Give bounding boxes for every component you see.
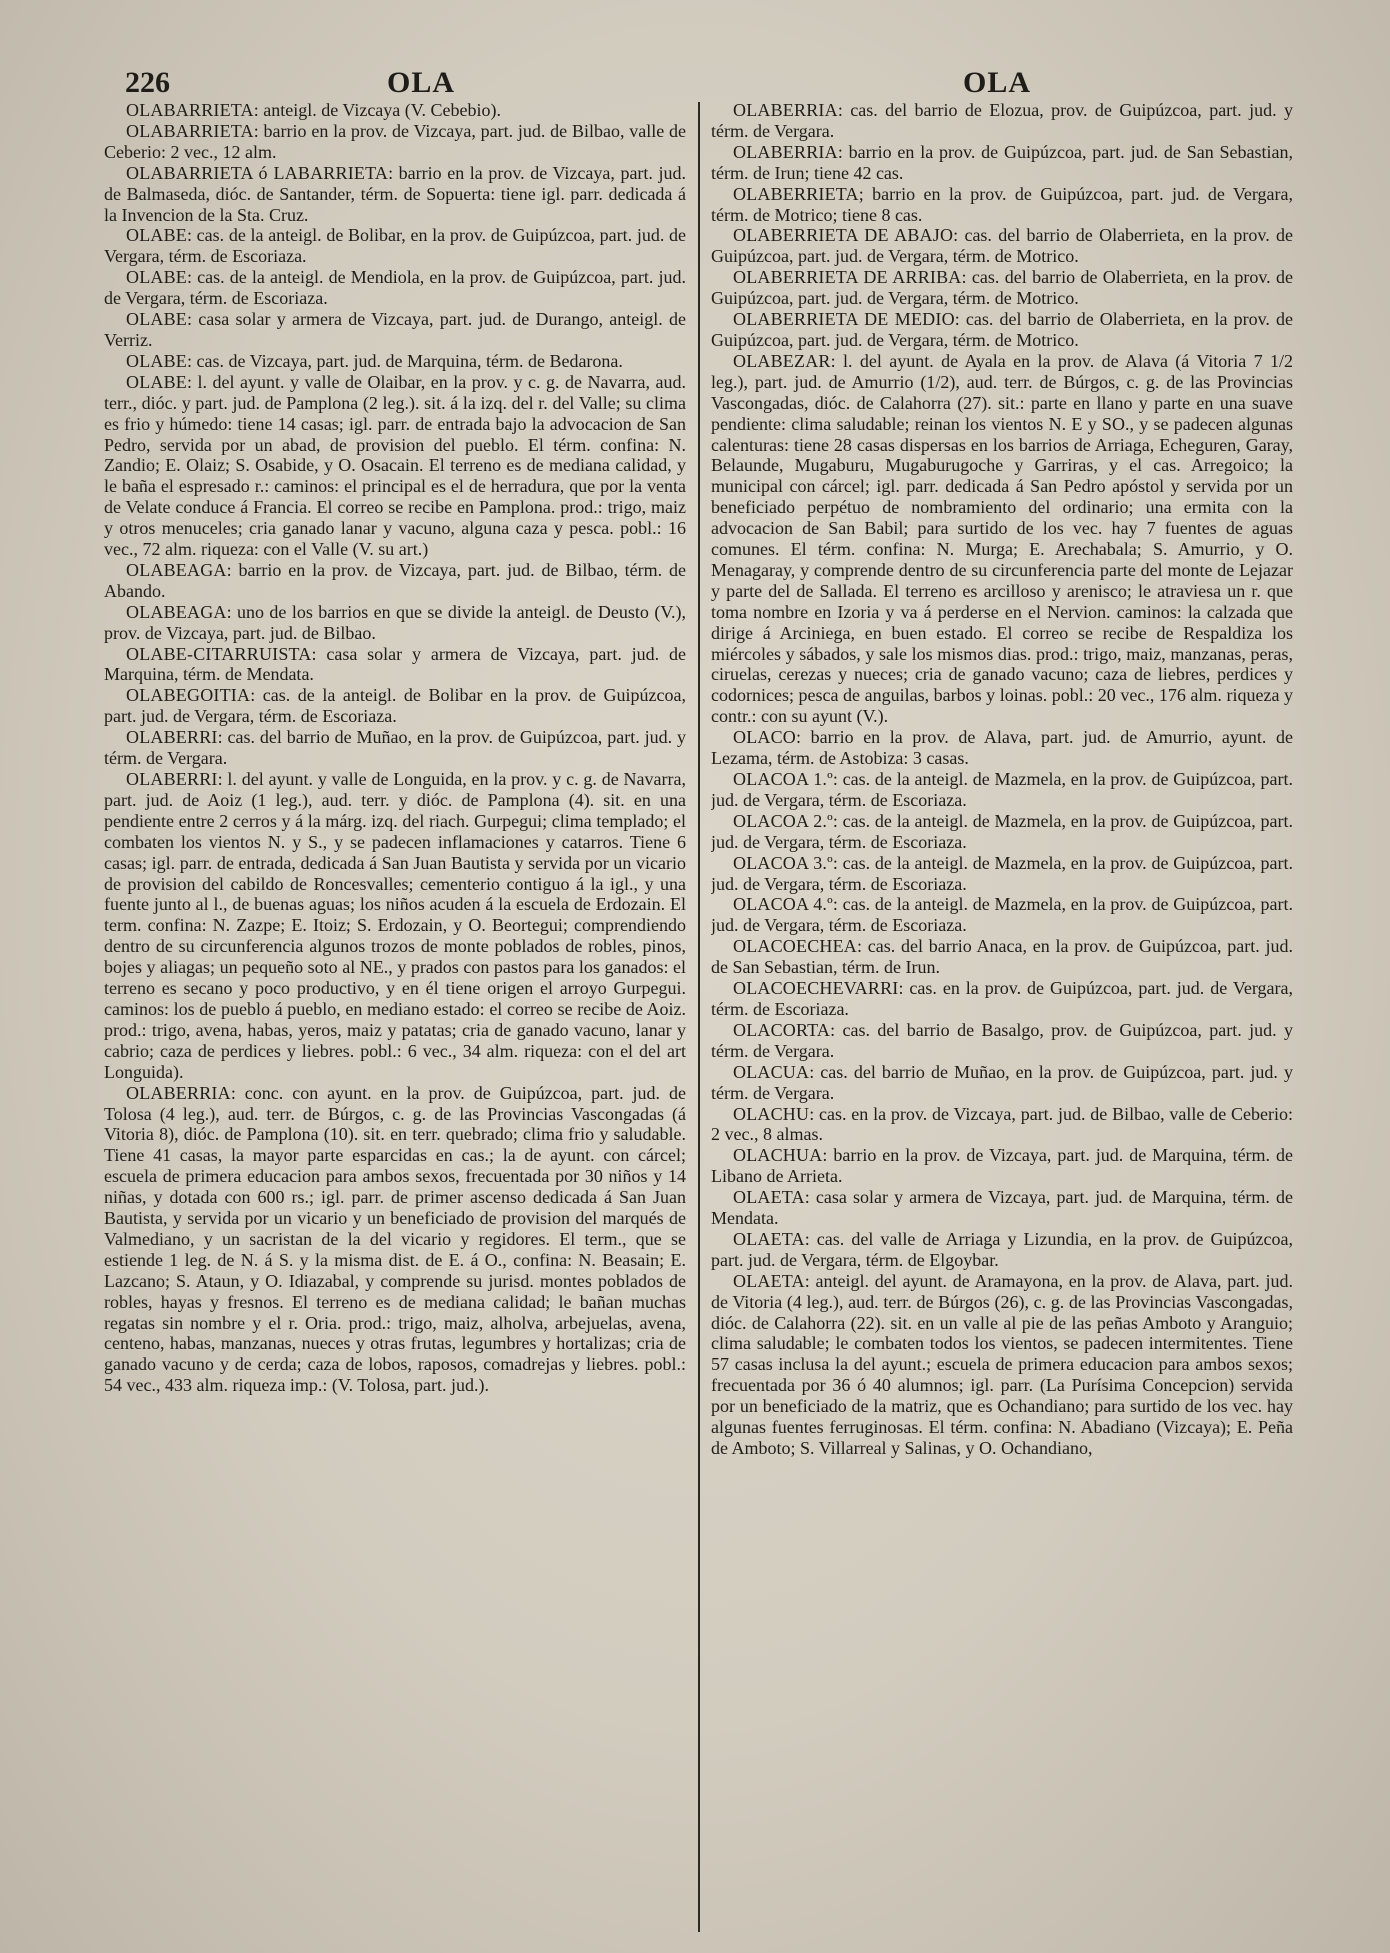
- entry-headword: OLABARRIETA: [126, 120, 254, 141]
- entry-text: : cas. del barrio de Olaberrieta, en la prov. de Guipúzcoa, part. jud. de Vergara, térm. de Motrico.: [711, 225, 1293, 267]
- dictionary-entry: [104, 267, 686, 309]
- dictionary-entry: [104, 225, 686, 267]
- entry-headword: OLACO: [733, 727, 796, 748]
- entry-headword: OLABEZAR: [733, 350, 831, 371]
- entry-headword: OLACOA 4.º: [733, 894, 833, 915]
- entry-text: : l. del ayunt. de Ayala en la prov. de Alava (á Vitoria 7 1/2 leg.), part. jud. de Amurrio (1/2), aud. terr. de Búrgos, c. g. de las Provincias Vascongadas, dióc. de Calahorra (27). sit.: parte en llano y parte en una suave pendiente: clima saludable; reinan los vientos N. E y SO., y se padecen algunas calenturas: tiene 28 casas dispersas en los barrios de Arriaga, Echeguren, Garay, Belaunde, Mugaburu, Mugaburugoche y Garriras, y el cas. Arregoico; la municipal con cárcel; igl. parr. dedicada á San Pedro apóstol y servida por un beneficiado perpétuo de nombramiento del ordinario; una ermita con la advocacion de San Babil; para surtido de los vec. hay 7 fuentes de aguas comunes. El térm. confina: N. Murga; E. Arechabala; S. Amurrio, y O. Menagaray, y comprende dentro de su circunferencia parte del monte de Lejazar y parte del de Sallada. El terreno es arcilloso y arenisco; le atraviesa un r. que toma nombre en Izoria y va á perderse en el Nervion. caminos: la calzada que dirige á Arciniega, en buen estado. El correo se recibe de Respaldiza los miércoles y sábados, y sale los mismos dias. prod.: trigo, maiz, manzanas, peras, ciruelas, cerezas y nueces; cria de ganado vacuno; caza de liebres, perdices y codornices; pesca de anguilas, barbos y loinas. pobl.: 20 vec., 176 alm. riqueza y contr.: con su ayunt (V.).: [711, 350, 1293, 727]
- entry-headword: OLABE: [126, 225, 187, 246]
- entry-text: : anteigl. del ayunt. de Aramayona, en la prov. de Alava, part. jud. de Vitoria (4 leg.), aud. terr. de Búrgos (26), c. g. de las Provincias Vascongadas, dióc. de Calahorra (22). sit. en un valle al pie de las peñas Amboto y Aranguio; clima saludable; le combaten todos los vientos, se padecen intermitentes. Tiene 57 casas inclusa la del ayunt.; escuela de primera educacion para ambos sexos; frecuentada por 36 ó 40 alumnos; igl. parr. (La Purísima Concepcion) servida por un beneficiado de la matriz, que es Ochandiano; para surtido de los vec. hay algunas fuentes ferruginosas. El térm. confina: N. Abadiano (Vizcaya); E. Peña de Amboto; S. Villarreal y Salinas, y O. Ochandiano,: [711, 1270, 1293, 1458]
- dictionary-entry: [711, 142, 1293, 184]
- entry-headword: OLACHUA: [733, 1145, 823, 1166]
- left-column: [104, 100, 686, 1930]
- entry-text: : cas. del barrio Anaca, en la prov. de Guipúzcoa, part. jud. de San Sebastian, térm. de Irun.: [711, 936, 1293, 978]
- entry-text: : cas. del barrio de Olaberrieta, en la prov. de Guipúzcoa, part. jud. de Vergara, térm. de Motrico.: [711, 267, 1293, 309]
- entry-text: : cas. de Vizcaya, part. jud. de Marquina, térm. de Bedarona.: [187, 350, 623, 371]
- entry-text: : casa solar y armera de Vizcaya, part. jud. de Durango, anteigl. de Verriz.: [104, 309, 686, 350]
- dictionary-entry: [711, 769, 1293, 811]
- entry-headword: OLACOA 3.º: [733, 852, 833, 873]
- entry-text: : cas. del valle de Arriaga y Lizundia, en la prov. de Guipúzcoa, part. jud. de Vergara, térm. de Elgoybar.: [711, 1228, 1293, 1270]
- dictionary-entry: [104, 100, 686, 121]
- entry-text: : cas. del barrio de Elozua, prov. de Guipúzcoa, part. jud. y térm. de Vergara.: [711, 100, 1293, 141]
- entry-text: : cas. en la prov. de Guipúzcoa, part. jud. de Vergara, térm. de Escoriaza.: [711, 978, 1293, 1019]
- entry-text: : cas. de la anteigl. de Mendiola, en la prov. de Guipúzcoa, part. jud. de Vergara, térm. de Escoriaza.: [104, 267, 686, 309]
- dictionary-entry: [711, 351, 1293, 727]
- dictionary-entry: [711, 1229, 1293, 1271]
- dictionary-entry: [104, 351, 686, 372]
- entry-headword: OLABERRIA: [733, 100, 838, 120]
- left-running-title: OLA: [387, 66, 456, 99]
- entry-headword: OLABERRIETA DE ABAJO: [733, 225, 954, 246]
- dictionary-entry: [711, 936, 1293, 978]
- entry-text: : barrio en la prov. de Vizcaya, part. jud. de Marquina, térm. de Libano de Arrieta.: [711, 1145, 1293, 1187]
- entry-text: : barrio en la prov. de Vizcaya, part. jud. de Bilbao, valle de Ceberio: 2 vec., 12 alm.: [104, 120, 686, 162]
- dictionary-entry: [711, 1145, 1293, 1187]
- entry-headword: OLACOA 1.º: [733, 769, 833, 789]
- dictionary-entry: [711, 1187, 1293, 1229]
- dictionary-entry: [711, 309, 1293, 351]
- entry-headword: OLABE: [126, 350, 187, 371]
- entry-headword: OLAETA: [733, 1187, 805, 1208]
- entry-text: ; barrio en la prov. de Guipúzcoa, part. jud. de Vergara, térm. de Motrico; tiene 8 cas.: [711, 183, 1293, 225]
- dictionary-entry: [104, 163, 686, 226]
- dictionary-entry: [711, 978, 1293, 1020]
- dictionary-entry: [711, 1062, 1293, 1104]
- dictionary-entry: [711, 100, 1293, 142]
- entry-headword: OLABERRI: [126, 769, 218, 789]
- dictionary-entry: [104, 727, 686, 769]
- entry-text: : barrio en la prov. de Alava, part. jud. de Amurrio, ayunt. de Lezama, térm. de Astobiza: 3 casas.: [711, 727, 1293, 769]
- entry-headword: OLABEGOITIA: [126, 685, 251, 706]
- entry-text: : l. del ayunt. y valle de Longuida, en la prov. y c. g. de Navarra, part. jud. de Aoiz (1 leg.), aud. terr. y dióc. de Pamplona (4). sit. en una pendiente entre 2 cerros y á la márg. izq. del riach. Gurpegui; clima templado; el combaten los vientos N. y S., y se padecen inflamaciones y catarros. Tiene 6 casas; igl. parr. de entrada, dedicada á San Juan Bautista y servida por un vicario de provision del cabildo de Roncesvalles; cementerio contiguo á la igl., y una fuente junto al l., de buenas aguas; los niños acuden á la escuela de Erdozain. El term. confina: N. Zazpe; E. Itoiz; S. Erdozain, y O. Beortegui; comprendiendo dentro de su circunferencia algunos trozos de monte poblados de robles, pinos, bojes y aliagas; un pequeño soto al NE., y prados con pastos para los ganados: el terreno es secano y poco productivo, y en él tiene origen el arroyo Gurpegui. caminos: los de pueblo á pueblo, en mediano estado: el correo se recibe de Aoiz. prod.: trigo, avena, habas, yeros, maiz y patatas; cria de ganado vacuno, lanar y cabrio; caza de perdices y liebres. pobl.: 6 vec., 34 alm. riqueza: con el del art Longuida).: [104, 769, 686, 1082]
- entry-text: : cas. de la anteigl. de Bolibar, en la prov. de Guipúzcoa, part. jud. de Vergara, térm. de Escoriaza.: [104, 225, 686, 267]
- entry-headword: OLABERRI: [126, 727, 218, 748]
- entry-headword: OLABARRIETA: [126, 100, 254, 120]
- entry-headword: OLABE: [126, 267, 187, 288]
- dictionary-entry: [104, 372, 686, 560]
- dictionary-entry: [711, 1020, 1293, 1062]
- entry-text: : barrio en la prov. de Vizcaya, part. jud. de Balmaseda, dióc. de Santander, térm. de Sopuerta: tiene igl. parr. dedicada á la Invencion de la Sta. Cruz.: [104, 162, 686, 225]
- dictionary-entry: [711, 727, 1293, 769]
- entry-headword: OLAETA: [733, 1228, 805, 1249]
- page-number: 226: [125, 66, 170, 99]
- entry-headword: OLACOA 2.º: [733, 810, 833, 831]
- entry-text: : conc. con ayunt. en la prov. de Guipúzcoa, part. jud. de Tolosa (4 leg.), aud. terr. de Búrgos, c. g. de las Provincias Vascongadas (á Vitoria 8), dióc. de Pamplona (10). sit. en terr. quebrado; clima frio y saludable. Tiene 41 casas, la mayor parte esparcidas en cas.; la de ayunt. con cárcel; escuela de primera educacion para ambos sexos, frecuentada por 30 niños y 14 niñas, y dotada con 600 rs.; igl. parr. de primer ascenso dedicada á San Juan Bautista, y servida por un vicario y un beneficiado de provision del marqués de Valmediano, y un sacristan de la del vicario y regidores. El term., que se estiende 1 leg. de N. á S. y la misma dist. de E. á O., confina: N. Beasain; E. Lazcano; S. Ataun, y O. Idiazabal, y comprende su jurisd. montes poblados de robles, hayas y fresnos. El terreno es de mediana calidad; le bañan muchas regatas sin nombre y el r. Oria. prod.: trigo, maiz, alholva, arbejuelas, avena, centeno, habas, manzanas, nueces y otras frutas, legumbres y hortalizas; cria de ganado vacuno y de cerda; caza de lobos, raposos, comadrejas y liebres. pobl.: 54 vec., 433 alm. riqueza imp.: (V. Tolosa, part. jud.).: [104, 1082, 686, 1396]
- entry-text: : cas. de la anteigl. de Mazmela, en la prov. de Guipúzcoa, part. jud. de Vergara, térm. de Escoriaza.: [711, 810, 1293, 852]
- entry-text: : cas. de la anteigl. de Mazmela, en la prov. de Guipúzcoa, part. jud. de Vergara, térm. de Escoriaza.: [711, 852, 1293, 894]
- dictionary-entry: [711, 894, 1293, 936]
- dictionary-entry: [104, 309, 686, 351]
- entry-text: : cas. en la prov. de Vizcaya, part. jud. de Bilbao, valle de Ceberio: 2 vec., 8 almas.: [711, 1103, 1293, 1145]
- dictionary-entry: [711, 225, 1293, 267]
- entry-text: : cas. del barrio de Muñao, en la prov. de Guipúzcoa, part. jud. y térm. de Vergara.: [711, 1061, 1293, 1103]
- dictionary-entry: [711, 853, 1293, 895]
- column-divider: [698, 102, 700, 1932]
- entry-text: : cas. del barrio de Basalgo, prov. de Guipúzcoa, part. jud. y térm. de Vergara.: [711, 1019, 1293, 1061]
- entry-text: : barrio en la prov. de Vizcaya, part. jud. de Bilbao, térm. de Abando.: [104, 559, 686, 601]
- entry-text: : casa solar y armera de Vizcaya, part. jud. de Marquina, térm. de Mendata.: [104, 643, 686, 685]
- dictionary-entry: [711, 811, 1293, 853]
- dictionary-entry: [711, 184, 1293, 226]
- dictionary-entry: [104, 769, 686, 1083]
- entry-headword: OLACOECHEA: [733, 936, 857, 957]
- right-running-title: OLA: [963, 66, 1032, 99]
- entry-text: : cas. de la anteigl. de Mazmela, en la prov. de Guipúzcoa, part. jud. de Vergara, térm. de Escoriaza.: [711, 769, 1293, 810]
- entry-headword: OLABEAGA: [126, 601, 227, 622]
- dictionary-entry: [104, 560, 686, 602]
- entry-headword: OLACUA: [733, 1061, 810, 1082]
- entry-text: : barrio en la prov. de Guipúzcoa, part. jud. de San Sebastian, térm. de Irun; tiene 42 cas.: [711, 141, 1293, 183]
- dictionary-entry: [104, 685, 686, 727]
- entry-headword: OLABERRIA: [733, 141, 838, 162]
- entry-headword: OLABEAGA: [126, 559, 227, 580]
- entry-text: : casa solar y armera de Vizcaya, part. jud. de Marquina, térm. de Mendata.: [711, 1187, 1293, 1229]
- dictionary-entry: [711, 267, 1293, 309]
- entry-headword: OLABE: [126, 309, 187, 330]
- entry-headword: OLABERRIA: [126, 1082, 231, 1103]
- entry-headword: OLABE: [126, 371, 187, 392]
- dictionary-entry: [104, 121, 686, 163]
- dictionary-entry: [104, 644, 686, 686]
- entry-text: : cas. del barrio de Muñao, en la prov. de Guipúzcoa, part. jud. y térm. de Vergara.: [104, 727, 686, 769]
- entry-headword: OLAETA: [733, 1270, 805, 1291]
- entry-headword: OLABE-CITARRUISTA: [126, 643, 312, 664]
- entry-text: : uno de los barrios en que se divide la anteigl. de Deusto (V.), prov. de Vizcaya, part. jud. de Bilbao.: [104, 601, 686, 643]
- entry-headword: OLABERRIETA DE MEDIO: [733, 309, 955, 330]
- entry-headword: OLABERRIETA: [733, 183, 859, 204]
- entry-headword: OLACORTA: [733, 1019, 831, 1040]
- entry-headword: OLACHU: [733, 1103, 810, 1124]
- entry-headword: OLABERRIETA DE ARRIBA: [733, 267, 962, 288]
- entry-text: : anteigl. de Vizcaya (V. Cebebio).: [253, 100, 501, 120]
- entry-text: : l. del ayunt. y valle de Olaibar, en la prov. y c. g. de Navarra, aud. terr., dióc. y part. jud. de Pamplona (2 leg.). sit. á la izq. del r. del Valle; su clima es frio y húmedo: tiene 14 casas; igl. parr. de entrada bajo la advocacion de San Pedro, servida por un abad, de provision del pueblo. El térm. confina: N. Zandio; E. Olaiz; S. Osabide, y O. Osacain. El terreno es de mediana calidad, y le baña el espresado r.: caminos: el principal es el de herradura, que por la venta de Velate conduce á Francia. El correo se recibe en Pamplona. prod.: trigo, maiz y otros menuceles; cria ganado lanar y vacuno, alguna caza y pesca. pobl.: 16 vec., 72 alm. riqueza: con el Valle (V. su art.): [104, 371, 686, 560]
- entry-headword: OLACOECHEVARRI: [733, 978, 899, 999]
- dictionary-entry: [711, 1104, 1293, 1146]
- entry-text: : cas. de la anteigl. de Mazmela, en la prov. de Guipúzcoa, part. jud. de Vergara, térm. de Escoriaza.: [711, 894, 1293, 936]
- entry-text: : cas. del barrio de Olaberrieta, en la prov. de Guipúzcoa, part. jud. de Vergara, térm. de Motrico.: [711, 309, 1293, 350]
- dictionary-entry: [104, 1083, 686, 1397]
- entry-text: : cas. de la anteigl. de Bolibar en la prov. de Guipúzcoa, part. jud. de Vergara, térm. de Escoriaza.: [104, 685, 686, 727]
- entry-headword: OLABARRIETA ó LABARRIETA: [126, 162, 389, 183]
- dictionary-entry: [711, 1271, 1293, 1459]
- right-column: [711, 100, 1293, 1930]
- dictionary-entry: [104, 602, 686, 644]
